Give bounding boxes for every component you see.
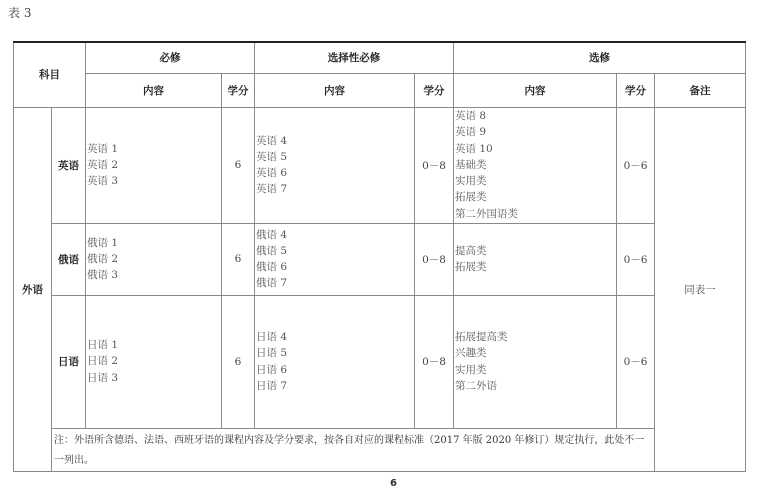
- header-required: 必修: [86, 42, 255, 73]
- elective-required-credits-cell: 0－8: [415, 223, 454, 295]
- header-elective-credits: 学分: [617, 73, 655, 107]
- elective-required-content-cell: 俄语 4 俄语 5 俄语 6 俄语 7: [255, 223, 415, 295]
- required-credits-cell: 6: [222, 295, 255, 428]
- note-row: [14, 428, 746, 471]
- elective-content-cell: 英语 8 英语 9 英语 10 基础类 实用类 拓展类 第二外国语类: [454, 107, 617, 223]
- table-row: [14, 107, 746, 223]
- language-cell: 英语: [52, 107, 86, 223]
- page-number: 6: [390, 478, 397, 489]
- header-required-credits: 学分: [222, 73, 255, 107]
- note-cell: 注：外语所含德语、法语、西班牙语的课程内容及学分要求，按各自对应的课程标准（2017 年版 2020 年修订）规定执行，此处不一一列出。: [52, 428, 655, 471]
- header-required-content: 内容: [86, 73, 222, 107]
- elective-credits-cell: 0－6: [617, 223, 655, 295]
- elective-required-content-cell: 英语 4 英语 5 英语 6 英语 7: [255, 107, 415, 223]
- table-row: [14, 295, 746, 428]
- elective-content-cell: 拓展提高类 兴趣类 实用类 第二外语: [454, 295, 617, 428]
- required-content-cell: 日语 1 日语 2 日语 3: [86, 295, 222, 428]
- curriculum-table: [13, 41, 746, 472]
- remarks-cell: 同表一: [655, 107, 746, 471]
- header-elective: 选修: [454, 42, 746, 73]
- elective-required-content-cell: 日语 4 日语 5 日语 6 日语 7: [255, 295, 415, 428]
- elective-required-credits-cell: 0－8: [415, 295, 454, 428]
- language-cell: 日语: [52, 295, 86, 428]
- required-credits-cell: 6: [222, 223, 255, 295]
- elective-credits-cell: 0－6: [617, 295, 655, 428]
- table-caption: 表 3: [8, 6, 32, 20]
- header-remarks: 备注: [655, 73, 746, 107]
- table-row: [14, 223, 746, 295]
- language-cell: 俄语: [52, 223, 86, 295]
- header-elective-content: 内容: [454, 73, 617, 107]
- elective-credits-cell: 0－6: [617, 107, 655, 223]
- header-elective-required: 选择性必修: [255, 42, 454, 73]
- elective-required-credits-cell: 0－8: [415, 107, 454, 223]
- category-cell: 外语: [14, 107, 52, 471]
- required-credits-cell: 6: [222, 107, 255, 223]
- header-elective-required-credits: 学分: [415, 73, 454, 107]
- header-elective-required-content: 内容: [255, 73, 415, 107]
- elective-content-cell: 提高类 拓展类: [454, 223, 617, 295]
- required-content-cell: 英语 1 英语 2 英语 3: [86, 107, 222, 223]
- header-subject: 科目: [14, 42, 86, 107]
- required-content-cell: 俄语 1 俄语 2 俄语 3: [86, 223, 222, 295]
